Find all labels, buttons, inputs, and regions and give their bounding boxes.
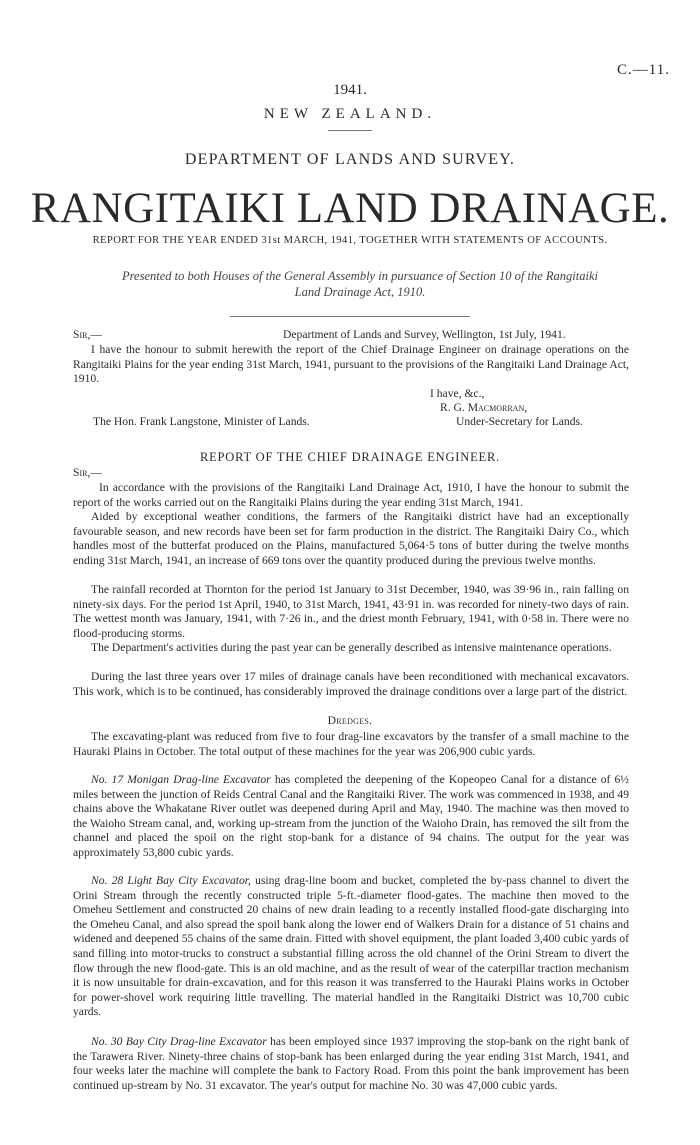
report-paragraph-5: During the last three years over 17 miles of drainage canals have been reconditioned with mechanical excavators. This work, which is to be continued, has considerably improved the drainage conditions over a large part of the district. (73, 670, 629, 698)
report-paragraph-3: The rainfall recorded at Thornton for the period 1st January to 31st December, 1940, was 39·96 in., rain falling on ninety-six days. For the period 1st April, 1940, to 31st March, 1941, 43·91 in. was recorded for ninety-two days of rain. The wettest month was January, 1941, with 7·26 in., and the driest month February, 1941, with 0·58 in. There were no flood-producing storms. (73, 583, 629, 640)
report-heading: REPORT OF THE CHIEF DRAINAGE ENGINEER. (199, 450, 501, 464)
machine-30-name: No. 30 Bay City Drag-line Excavator (91, 1035, 267, 1048)
short-divider (328, 130, 372, 131)
letter-closing: I have, &c., (430, 387, 485, 400)
machine-17-text: has completed the deepening of the Kopeopeo Canal for a distance of 6½ miles between the junction of Reids Central Canal and the Rangitaiki River. The work was commenced in 1938, and 49 chains above the Whakatane River outlet was deepened during April and May, 1940. The machine was then moved to the Waioho Stream canal, and, working up-stream from the junction of the Waioho Drain, has removed the silt from the channel and placed the spoil on the right stop-bank for a distance of 94 chains. The output for the year was approximately 53,800 cubic yards. (73, 773, 629, 859)
machine-17-name: No. 17 Monigan Drag-line Excavator (91, 773, 271, 786)
letter-body: I have the honour to submit herewith the report of the Chief Drainage Engineer on drainage operations on the Rangitaiki Plains for the year ending 31st March, 1941, pursuant to the provisions of the Rangitaiki Land Drainage Act, 1910. (73, 343, 629, 386)
machine-28-name: No. 28 Light Bay City Excavator, (91, 874, 251, 887)
machine-17-paragraph (73, 773, 629, 861)
document-subtitle: REPORT FOR THE YEAR ENDED 31st MARCH, 1941, TOGETHER WITH STATEMENTS OF ACCOUNTS. (92, 235, 608, 246)
presentation-note: Presented to both Houses of the General Assembly in pursuance of Section 10 of the Rangitaiki Land Drainage Act, 1910. (122, 269, 598, 299)
section-divider (230, 316, 470, 317)
dredges-heading: Dredges. (327, 714, 373, 727)
letter-signatory: R. G. Macmorran, (440, 401, 528, 414)
document-year: 1941. (333, 82, 367, 98)
document-title: RANGITAIKI LAND DRAINAGE. (30, 185, 670, 232)
report-salutation: Sir,— (73, 466, 102, 479)
parliamentary-paper-reference: C.—11. (617, 62, 670, 78)
report-paragraph-1: In accordance with the provisions of the Rangitaiki Land Drainage Act, 1910, I have the honour to submit the report of the works carried out on the Rangitaiki Plains during the year ending 31st March, 1941. (73, 481, 629, 509)
letter-recipient: The Hon. Frank Langstone, Minister of Lands. (93, 415, 310, 428)
machine-28-text: using drag-line boom and bucket, completed the by-pass channel to divert the Orini Stream through the recently constructed triple 5-ft.-diameter flood-gates. The machine then moved to the Omeheu Settlement and constructed 20 chains of new drain leading to a recently installed flood-gate discharging into the Omeheu Canal, and also spread the spoil bank along the lower end of Walkers Drain for a distance of 51 chains and widened and deepened 55 chains of the same drain. Fitted with shovel equipment, the plant loaded 3,400 cubic yards of sand filling into motor-trucks to construct a substantial filling across the old channel of the Orini Stream to divert the flow through the new flood-gate. This is an old machine, and as the result of wear of the caterpillar traction mechanism it is now unsuitable for drain-excavation, and for this reason it was transferred to the Hauraki Plains works in October for power-shovel work requiring little travelling. The material handled in the Rangitaiki District was 10,700 cubic yards. (73, 874, 629, 1019)
letter-address: Department of Lands and Survey, Wellington, 1st July, 1941. (283, 328, 566, 341)
signatory-title: Under-Secretary for Lands. (456, 415, 583, 428)
dredges-intro: The excavating-plant was reduced from five to four drag-line excavators by the transfer of a small machine to the Hauraki Plains in October. The total output of these machines for the year was 206,900 cubic yards. (73, 730, 629, 758)
machine-30-text: has been employed since 1937 improving the stop-bank on the right bank of the Tarawera River. Ninety-three chains of stop-bank has been enlarged during the year ending 31st March, 1941, and four weeks later the machine will complete the bank to Factory Road. From this point the bank improvement has been continued up-stream by No. 31 excavator. The year's output for machine No. 30 was 47,000 cubic yards. (73, 1035, 629, 1092)
department-heading: DEPARTMENT OF LANDS AND SURVEY. (184, 151, 516, 168)
letter-salutation: Sir,— (73, 328, 102, 341)
country-heading: NEW ZEALAND. (263, 106, 437, 122)
machine-28-paragraph (73, 874, 629, 1020)
report-paragraph-4: The Department's activities during the past year can be generally described as intensive maintenance operations. (91, 641, 612, 654)
machine-30-paragraph (73, 1035, 629, 1093)
report-paragraph-2: Aided by exceptional weather conditions, the farmers of the Rangitaiki district have had an exceptionally favourable season, and new records have been set for farm production in the district. The Rangitaiki Dairy Co., which handles most of the butterfat produced on the Plains, manufactured 5,064·5 tons of butter during the twelve months ending 31st March, 1941, an increase of 669 tons over the quantity produced during the previous twelve months. (73, 510, 629, 567)
